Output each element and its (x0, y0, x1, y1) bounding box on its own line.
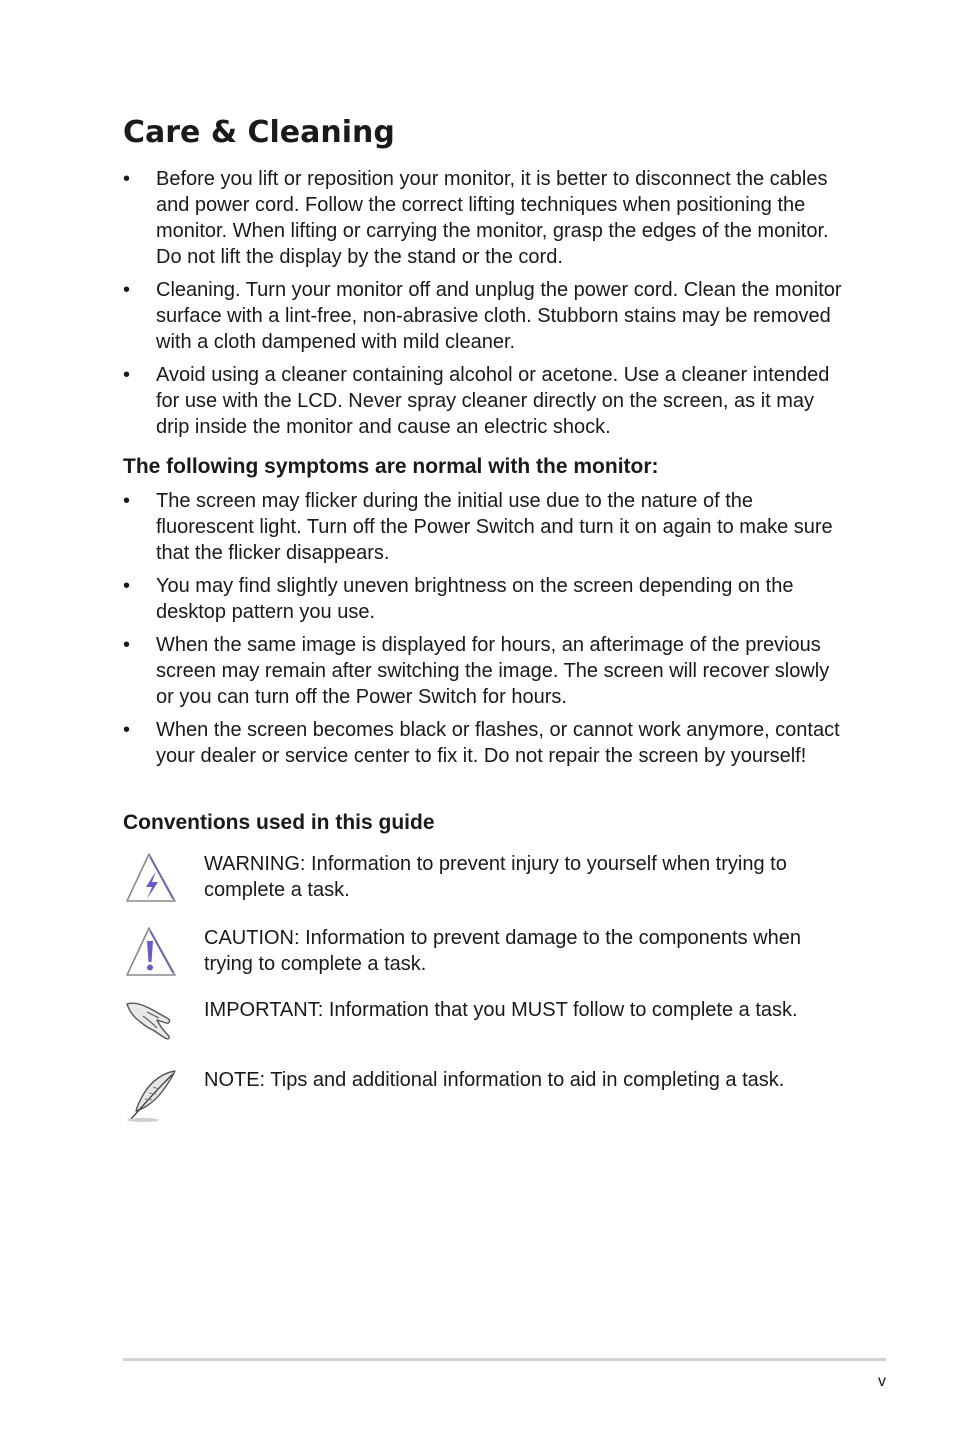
warning-text: WARNING: Information to prevent injury to yourself when trying to complete a task. (204, 853, 787, 901)
list-item-text: Avoid using a cleaner containing alcohol or acetone. Use a cleaner intended for use with the LCD. Never spray cleaner directly on the screen, as it may drip inside the monitor and cause an electric shock. (156, 364, 830, 438)
bullet: • (123, 364, 131, 386)
caution-text: CAUTION: Information to prevent damage to the components when trying to complete a task. (204, 927, 801, 975)
feather-pen-icon (123, 1067, 179, 1123)
list-item (123, 488, 843, 566)
symptoms-heading: The following symptoms are normal with the monitor: (123, 455, 659, 478)
list-item-text: When the same image is displayed for hours, an afterimage of the previous screen may remain after switching the image. The screen will recover slowly or you can turn off the Power Switch for hours. (156, 634, 830, 708)
list-item-text: Cleaning. Turn your monitor off and unplug the power cord. Clean the monitor surface with a lint-free, non-abrasive cloth. Stubborn stains may be removed with a cloth dampened with mild cleaner. (156, 279, 842, 353)
list-item (123, 277, 843, 355)
list-item-text: Before you lift or reposition your monitor, it is better to disconnect the cables and power cord. Follow the correct lifting techniques when positioning the monitor. When lifting or carrying the monitor, grasp the edges of the monitor. Do not lift the display by the stand or the cord. (156, 168, 829, 268)
note-text: NOTE: Tips and additional information to aid in completing a task. (204, 1069, 785, 1091)
pointing-hand-icon (123, 996, 179, 1052)
list-item (123, 362, 843, 440)
list-item-text: When the screen becomes black or flashes, or cannot work anymore, contact your dealer or service center to fix it. Do not repair the screen by yourself! (156, 719, 840, 767)
list-item (123, 632, 843, 710)
conventions-heading: Conventions used in this guide (123, 811, 435, 834)
bullet: • (123, 279, 131, 301)
symptoms-list (123, 488, 843, 776)
list-item-text: The screen may flicker during the initial use due to the nature of the fluorescent light. Turn off the Power Switch and turn it on again to make sure that the flicker disappears. (156, 490, 833, 564)
list-item (123, 573, 843, 625)
bullet: • (123, 719, 131, 741)
page-title: Care & Cleaning (123, 115, 395, 150)
list-item (123, 717, 843, 769)
list-item-text: You may find slightly uneven brightness on the screen depending on the desktop pattern you use. (156, 575, 794, 623)
bullet: • (123, 490, 131, 512)
care-list (123, 166, 843, 447)
bullet: • (123, 168, 131, 190)
page-number: v (878, 1373, 886, 1390)
bullet: • (123, 575, 131, 597)
footer-divider (123, 1358, 886, 1361)
important-text: IMPORTANT: Information that you MUST follow to complete a task. (204, 999, 798, 1021)
bullet: • (123, 634, 131, 656)
caution-exclamation-icon (123, 925, 179, 981)
list-item (123, 166, 843, 270)
warning-lightning-icon (123, 851, 179, 907)
